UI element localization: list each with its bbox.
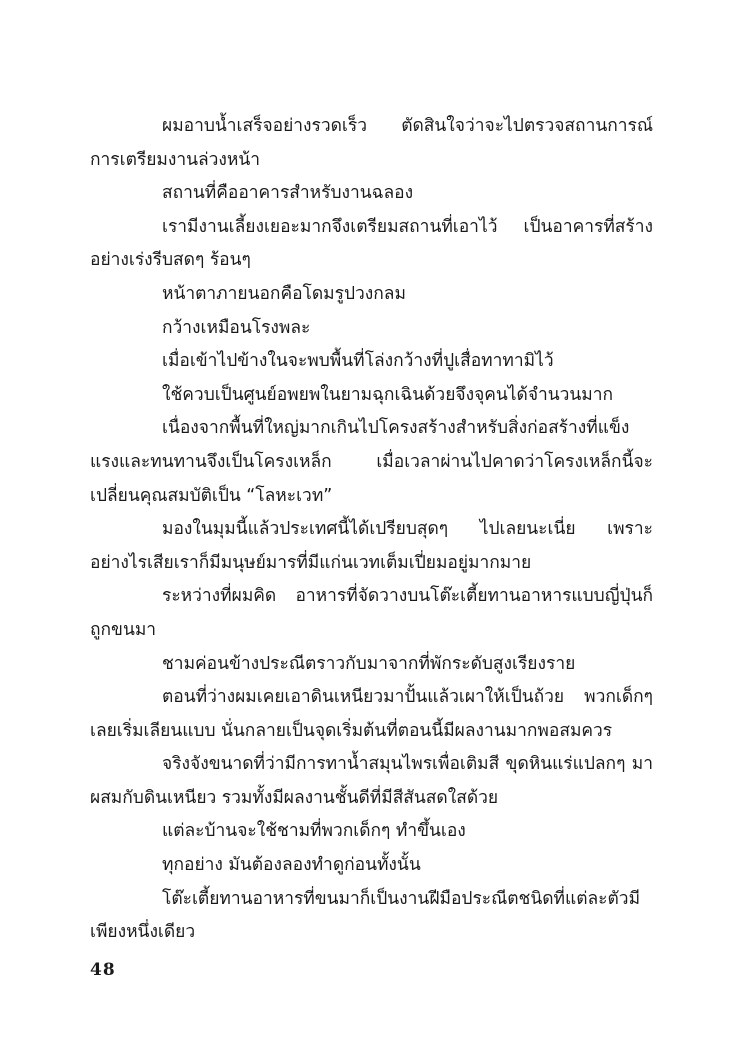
paragraph: โต๊ะเตี้ยทานอาหารที่ขนมาก็เป็นงานฝีมือประณีตชนิดที่แต่ละตัวมีเพียงหนึ่งเดียว bbox=[90, 888, 641, 943]
paragraph: หน้าตาภายนอกคือโดมรูปวงกลม bbox=[162, 283, 406, 304]
paragraph: ระหว่างที่ผมคิด อาหารที่จัดวางบนโต๊ะเตี้ยทานอาหารแบบญี่ปุ่นก็ถูกขนมา bbox=[90, 586, 653, 640]
paragraph: ใช้ควบเป็นศูนย์อพยพในยามฉุกเฉินด้วยจึงจุคนได้จำนวนมาก bbox=[162, 384, 614, 405]
paragraph: สถานที่คืออาคารสำหรับงานฉลอง bbox=[162, 183, 414, 204]
paragraph: จริงจังขนาดที่ว่ามีการทาน้ำสมุนไพรเพื่อเติมสี ขุดหินแร่แปลกๆ มาผสมกับดินเหนียว รวมทั้งมีผลงานชั้นดีที่มีสีสันสดใสด้วย bbox=[90, 754, 653, 808]
page-number: 48 bbox=[90, 960, 116, 980]
paragraph: ผมอาบน้ำเสร็จอย่างรวดเร็ว ตัดสินใจว่าจะไปตรวจสถานการณ์การเตรียมงานล่วงหน้า bbox=[90, 116, 653, 170]
paragraph: มองในมุมนี้แล้วประเทศนี้ได้เปรียบสุดๆ ไปเลยนะเนี่ย เพราะอย่างไรเสียเราก็มีมนุษย์มารที่มีแก่นเวทเต็มเปี่ยมอยู่มากมาย bbox=[90, 519, 653, 573]
paragraph: เนื่องจากพื้นที่ใหญ่มากเกินไปโครงสร้างสำหรับสิ่งก่อสร้างที่แข็งแรงและทนทานจึงเป็นโครงเหล็ก เมื่อเวลาผ่านไปคาดว่าโครงเหล็กนี้จะเปลี่ยนคุณสมบัติเป็น “โลหะเวท” bbox=[90, 418, 653, 506]
paragraph: ตอนที่ว่างผมเคยเอาดินเหนียวมาปั้นแล้วเผาให้เป็นถ้วย พวกเด็กๆ เลยเริ่มเลียนแบบ นั่นกลายเป็นจุดเริ่มต้นที่ตอนนี้มีผลงานมากพอสมควร bbox=[90, 687, 653, 741]
paragraph: ทุกอย่าง มันต้องลองทำดูก่อนทั้งนั้น bbox=[162, 855, 421, 876]
page-body bbox=[90, 110, 653, 950]
paragraph: กว้างเหมือนโรงพละ bbox=[162, 317, 311, 338]
paragraph: ชามค่อนข้างประณีตราวกับมาจากที่พักระดับสูงเรียงราย bbox=[162, 653, 576, 674]
paragraph: เรามีงานเลี้ยงเยอะมากจึงเตรียมสถานที่เอาไว้ เป็นอาคารที่สร้างอย่างเร่งรีบสดๆ ร้อนๆ bbox=[90, 216, 653, 271]
paragraph: แต่ละบ้านจะใช้ชามที่พวกเด็กๆ ทำขึ้นเอง bbox=[162, 821, 466, 842]
paragraph: เมื่อเข้าไปข้างในจะพบพื้นที่โล่งกว้างที่ปูเสื่อทาทามิไว้ bbox=[162, 351, 554, 372]
